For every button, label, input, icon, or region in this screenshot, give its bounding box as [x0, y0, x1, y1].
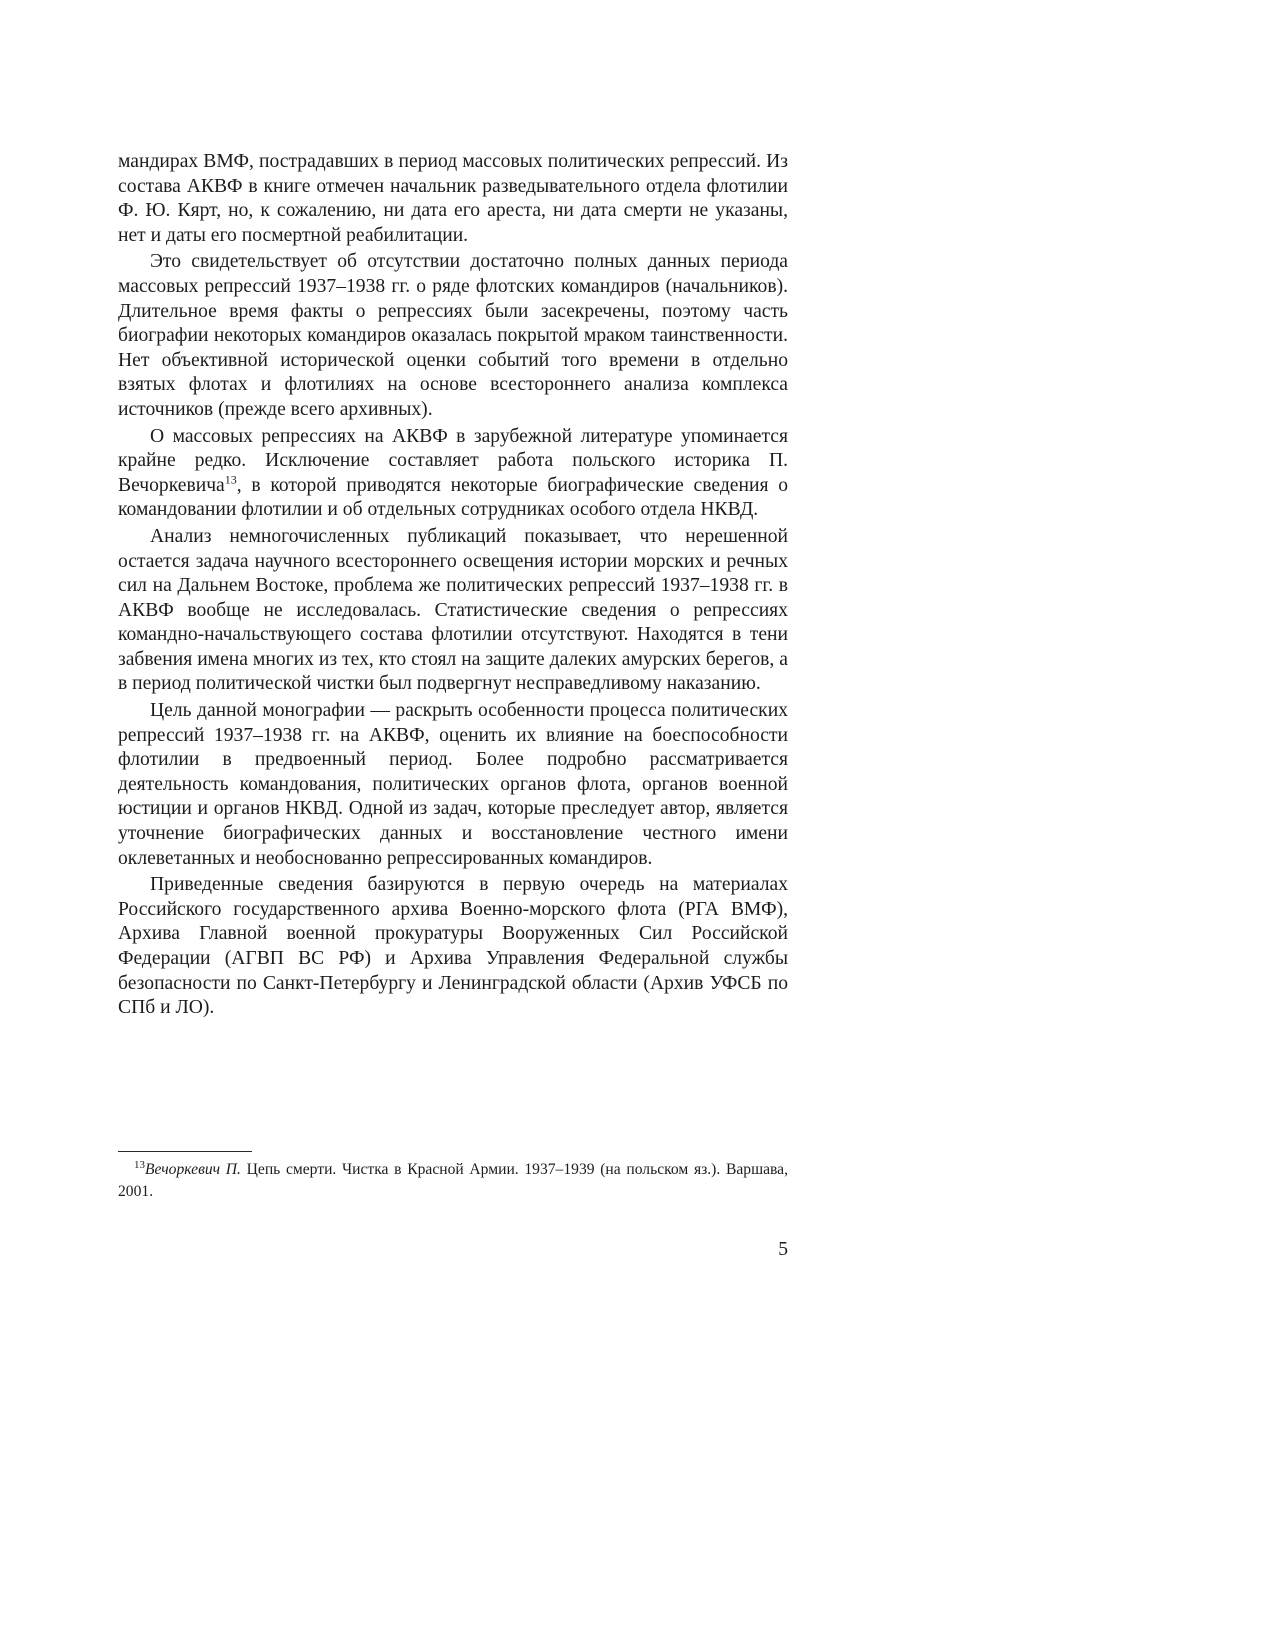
paragraph: Приведенные сведения базируются в первую очередь на материалах Российского государственного архива Военно-морского флота (РГА ВМФ), Архива Главной военной прокуратуры Вооруженных Сил Российской Федерации (АГВП ВС РФ) и Архива Управления Федеральной службы безопасности по Санкт-Петербургу и Ленинградской области (Архив УФСБ по СПб и ЛО). — [118, 874, 788, 1019]
footnote-reference: 13 — [224, 472, 237, 487]
paragraph-text: , в которой приводятся некоторые биографические сведения о командовании флотилии и об отдельных сотрудниках особого отдела НКВД. — [118, 474, 788, 521]
paragraph: мандирах ВМФ, пострадавших в период массовых политических репрессий. Из состава АКВФ в книге отмечен начальник разведывательного отдела флотилии Ф. Ю. Кярт, но, к сожалению, ни дата его ареста, ни дата смерти не указаны, нет и даты его посмертной реабилитации. — [118, 151, 788, 246]
paragraph: Это свидетельствует об отсутствии достаточно полных данных периода массовых репрессий 1937–1938 гг. о ряде флотских командиров (начальников). Длительное время факты о репрессиях были засекречены, поэтому часть биографии некоторых командиров оказалась покрытой мраком таинственности. Нет объективной исторической оценки событий того времени в отдельно взятых флотах и флотилиях на основе всестороннего анализа комплекса источников (прежде всего архивных). — [118, 251, 788, 420]
paragraph — [118, 425, 788, 523]
paragraph-text: О массовых репрессиях на АКВФ в зарубежной литературе упоминается крайне редко. Исключение составляет работа польского историка П. Вечоркевича — [118, 425, 788, 496]
paragraph: Анализ немногочисленных публикаций показывает, что нерешенной остается задача научного всестороннего освещения истории морских и речных сил на Дальнем Востоке, проблема же политических репрессий 1937–1938 гг. в АКВФ вообще не исследовалась. Статистические сведения о репрессиях командно-начальствующего состава флотилии отсутствуют. Находятся в тени забвения имена многих из тех, кто стоял на защите далеких амурских берегов, а в период политической чистки был подвергнут несправедливому наказанию. — [118, 525, 788, 695]
page-number: 5 — [778, 1239, 788, 1260]
footnote — [118, 1159, 788, 1203]
body-text — [118, 150, 788, 1023]
footnote-author: Вечоркевич П. — [145, 1161, 241, 1178]
footnote-text: Цепь смерти. Чистка в Красной Армии. 1937–1939 (на польском яз.). Варшава, 2001. — [118, 1161, 788, 1200]
footnote-mark: 13 — [134, 1158, 145, 1171]
paragraph: Цель данной монографии — раскрыть особенности процесса политических репрессий 1937–1938 гг. на АКВФ, оценить их влияние на боеспособности флотилии в предвоенный период. Более подробно рассматривается деятельность командования, политических органов флота, органов военной юстиции и органов НКВД. Одной из задач, которые преследует автор, является уточнение биографических данных и восстановление честного имени оклеветанных и необоснованно репрессированных командиров. — [118, 700, 788, 869]
footnote-divider — [118, 1151, 252, 1152]
